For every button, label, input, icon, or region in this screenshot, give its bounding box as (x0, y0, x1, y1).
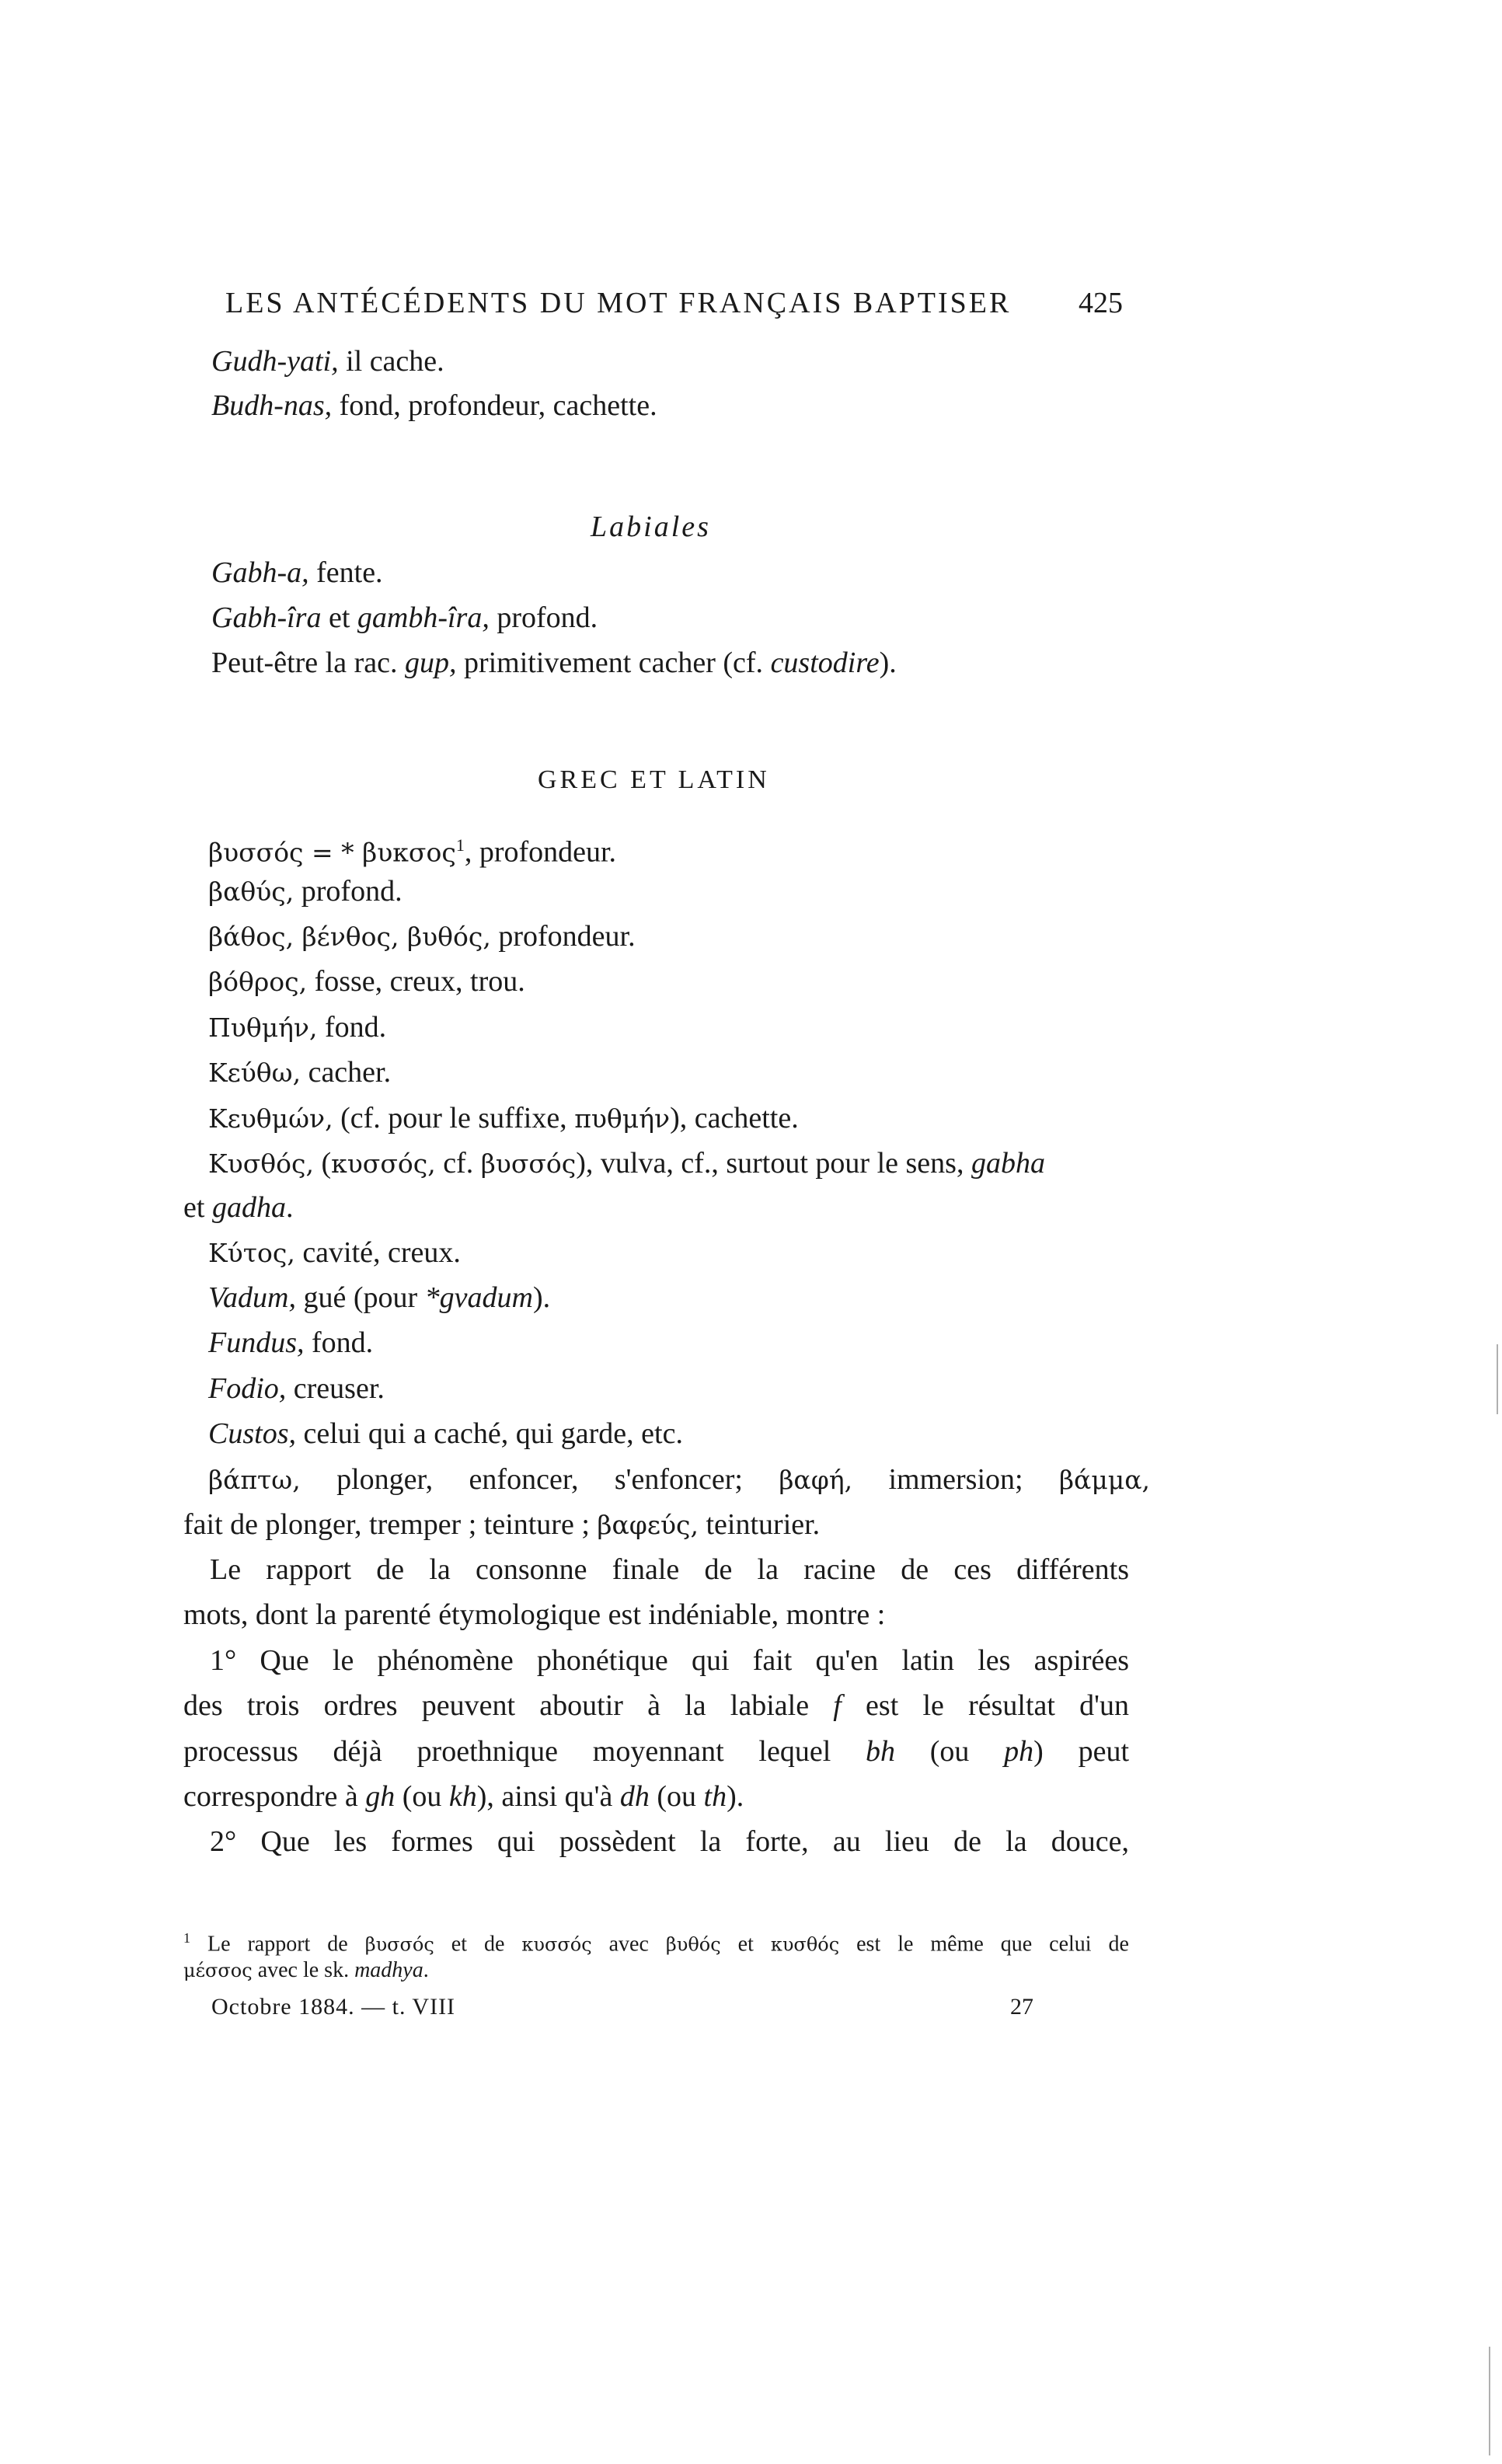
term: dh (619, 1780, 650, 1813)
term: bh (866, 1735, 895, 1768)
text: est le même que celui de (839, 1932, 1129, 1957)
greek-term: Κύτος, (208, 1238, 295, 1268)
paragraph-2-line-1: 1° Que le phénomène phonétique qui fait qu'en latin les aspirées (210, 1644, 1129, 1677)
gloss: teinturier. (699, 1508, 821, 1541)
sanskrit-line-1 (211, 342, 444, 381)
greek-line-10 (208, 1233, 461, 1273)
labiales-line-1 (211, 553, 383, 592)
section-heading-grec-latin: GREC ET LATIN (538, 765, 770, 794)
gloss: fosse, creux, trou. (307, 965, 525, 998)
page-number: 425 (1079, 287, 1123, 319)
gloss: creuser. (286, 1372, 385, 1405)
term: gup, (404, 646, 457, 679)
labiales-line-3 (211, 643, 897, 682)
conjunction: et (321, 601, 357, 634)
text: ), vulva, cf., surtout pour le sens, (576, 1147, 971, 1180)
running-title: LES ANTÉCÉDENTS DU MOT FRANÇAIS BAPTISER (225, 287, 1012, 319)
sanskrit-term: Gudh-yati, (211, 345, 339, 378)
paragraph-2-line-4 (183, 1777, 744, 1816)
term: gadha (211, 1191, 286, 1224)
greek-term: πυθμήν (574, 1103, 671, 1134)
greek-line-5 (208, 1008, 386, 1047)
sanskrit-line-2 (211, 386, 657, 425)
greek-term: βάμμα, (1058, 1465, 1150, 1495)
term: Gabh-a, (211, 556, 309, 589)
gloss: profondeur. (490, 920, 636, 953)
paragraph-1-line-2: mots, dont la parenté étymologique est indéniable, montre : (183, 1598, 886, 1631)
text: immersion; (852, 1463, 1059, 1496)
text: ), ainsi qu'à (476, 1780, 620, 1813)
term: gambh-îra, (357, 601, 490, 634)
section-heading-labiales: Labiales (591, 511, 711, 543)
text: (ou (649, 1780, 704, 1813)
term: Custos, (208, 1417, 296, 1450)
text: correspondre à (183, 1780, 366, 1813)
greek-term: Κευθμών, (208, 1103, 333, 1134)
greek-line-7 (208, 1099, 799, 1138)
paragraph-1-line-1: Le rapport de la consonne finale de la racine de ces différents (210, 1553, 1129, 1586)
greek-term: κυσσός, (331, 1148, 436, 1179)
greek-line-8 (208, 1144, 1045, 1183)
footnote-line-2 (183, 1955, 429, 1986)
text: gué (pour (295, 1281, 425, 1314)
greek-term: Κεύθω, (208, 1058, 301, 1088)
greek-term: βάπτω, (208, 1465, 301, 1495)
greek-term: βαθύς, (208, 877, 294, 907)
latin-line-4 (208, 1414, 683, 1453)
term: Gabh-îra (211, 601, 322, 634)
greek-term: βυθός (665, 1933, 721, 1956)
greek-term: βόθρος, (208, 967, 308, 997)
latin-line-2 (208, 1323, 373, 1362)
text: avec (591, 1932, 666, 1957)
sanskrit-term: Budh-nas, (211, 389, 333, 422)
gloss: celui qui a caché, qui garde, etc. (295, 1417, 683, 1450)
text: est le résultat d'un (841, 1689, 1129, 1722)
gloss: fond. (304, 1326, 374, 1359)
text: des trois ordres peuvent aboutir à la labiale (183, 1689, 834, 1722)
greek-term: Κυσθός, (208, 1148, 314, 1179)
gloss: profond. (489, 601, 598, 634)
text: avec le sk. (252, 1958, 355, 1982)
term: ph (1004, 1735, 1034, 1768)
greek-term: Πυθμήν, (208, 1012, 318, 1043)
text: primitivement cacher (cf. (456, 646, 771, 679)
footnote-marker: 1 (183, 1930, 190, 1946)
greek-line-3 (208, 917, 636, 957)
term: kh (448, 1780, 477, 1813)
gloss: fente. (308, 556, 383, 589)
term: *gvadum (424, 1281, 533, 1314)
gloss: fond. (317, 1011, 387, 1044)
scan-margin-mark (1497, 1344, 1498, 1414)
term: Vadum, (208, 1281, 296, 1314)
term: Fodio, (208, 1372, 287, 1405)
text: Peut-être la rac. (211, 646, 405, 679)
text: ). (879, 646, 897, 679)
greek-line-6 (208, 1053, 391, 1093)
footnote-ref: 1 (455, 835, 465, 855)
text: ). (532, 1281, 551, 1314)
text: (ou (395, 1780, 449, 1813)
term: f (833, 1689, 842, 1722)
footer-date-volume: Octobre 1884. — t. VIII (211, 1994, 456, 2020)
term: gabha (971, 1147, 1045, 1180)
greek-term: βαφεύς, (597, 1510, 699, 1540)
text: ). (727, 1780, 744, 1813)
text: plonger, enfoncer, s'enfoncer; (300, 1463, 779, 1496)
sanskrit-gloss: il cache. (338, 345, 444, 378)
text: ) peut (1033, 1735, 1130, 1768)
paragraph-2-line-3 (183, 1732, 1129, 1771)
text: processus déjà proethnique moyennant lequel (183, 1735, 866, 1768)
greek-line-2 (208, 872, 403, 911)
term: th (703, 1780, 727, 1813)
term: madhya (354, 1958, 423, 1982)
greek-line-9: et gadha. (183, 1191, 294, 1224)
greek-term: βάθος, βένθος, βυθός, (208, 922, 491, 952)
text: Le rapport de (190, 1932, 365, 1957)
greek-term: κυσθός (770, 1933, 840, 1956)
text: et de (434, 1932, 522, 1957)
gloss: ), cachette. (670, 1102, 799, 1134)
paragraph-3-line-1: 2° Que les formes qui possèdent la forte, au lieu de la douce, (210, 1825, 1129, 1858)
latin-line-1 (208, 1278, 550, 1317)
gloss: cacher. (301, 1056, 392, 1089)
bapto-line-1 (208, 1460, 1150, 1500)
latin-line-3 (208, 1369, 385, 1408)
greek-term: βυσσός (480, 1148, 577, 1179)
gloss: cavité, creux. (294, 1236, 461, 1269)
greek-term: μέσσος (183, 1960, 253, 1981)
text: . (423, 1958, 429, 1982)
term: custodire (770, 646, 880, 679)
bapto-line-2 (183, 1505, 820, 1545)
text: ( (313, 1147, 332, 1180)
text: fait de plonger, tremper ; teinture ; (183, 1508, 598, 1541)
sanskrit-gloss: fond, profondeur, cachette. (332, 389, 657, 422)
greek-term: κυσσός (521, 1933, 592, 1956)
term: Fundus, (208, 1326, 305, 1359)
greek-term: βυσσός = * βυκσος (208, 837, 456, 868)
text: cf. (435, 1147, 481, 1180)
greek-term: βαφή, (779, 1465, 853, 1495)
greek-line-4 (208, 962, 525, 1002)
scan-margin-mark (1489, 2347, 1490, 2455)
text: (cf. pour le suffixe, (333, 1102, 575, 1134)
text: et (720, 1932, 771, 1957)
text: (ou (895, 1735, 1005, 1768)
text: et (183, 1191, 212, 1224)
gloss: , profondeur. (464, 835, 617, 869)
term: gh (365, 1780, 396, 1813)
greek-term: βυσσός (364, 1933, 434, 1956)
footer-signature-number: 27 (1010, 1994, 1033, 2020)
greek-line-1 (208, 826, 616, 873)
labiales-line-2 (211, 598, 598, 637)
paragraph-2-line-2 (183, 1686, 1129, 1725)
gloss: profond. (294, 875, 403, 908)
